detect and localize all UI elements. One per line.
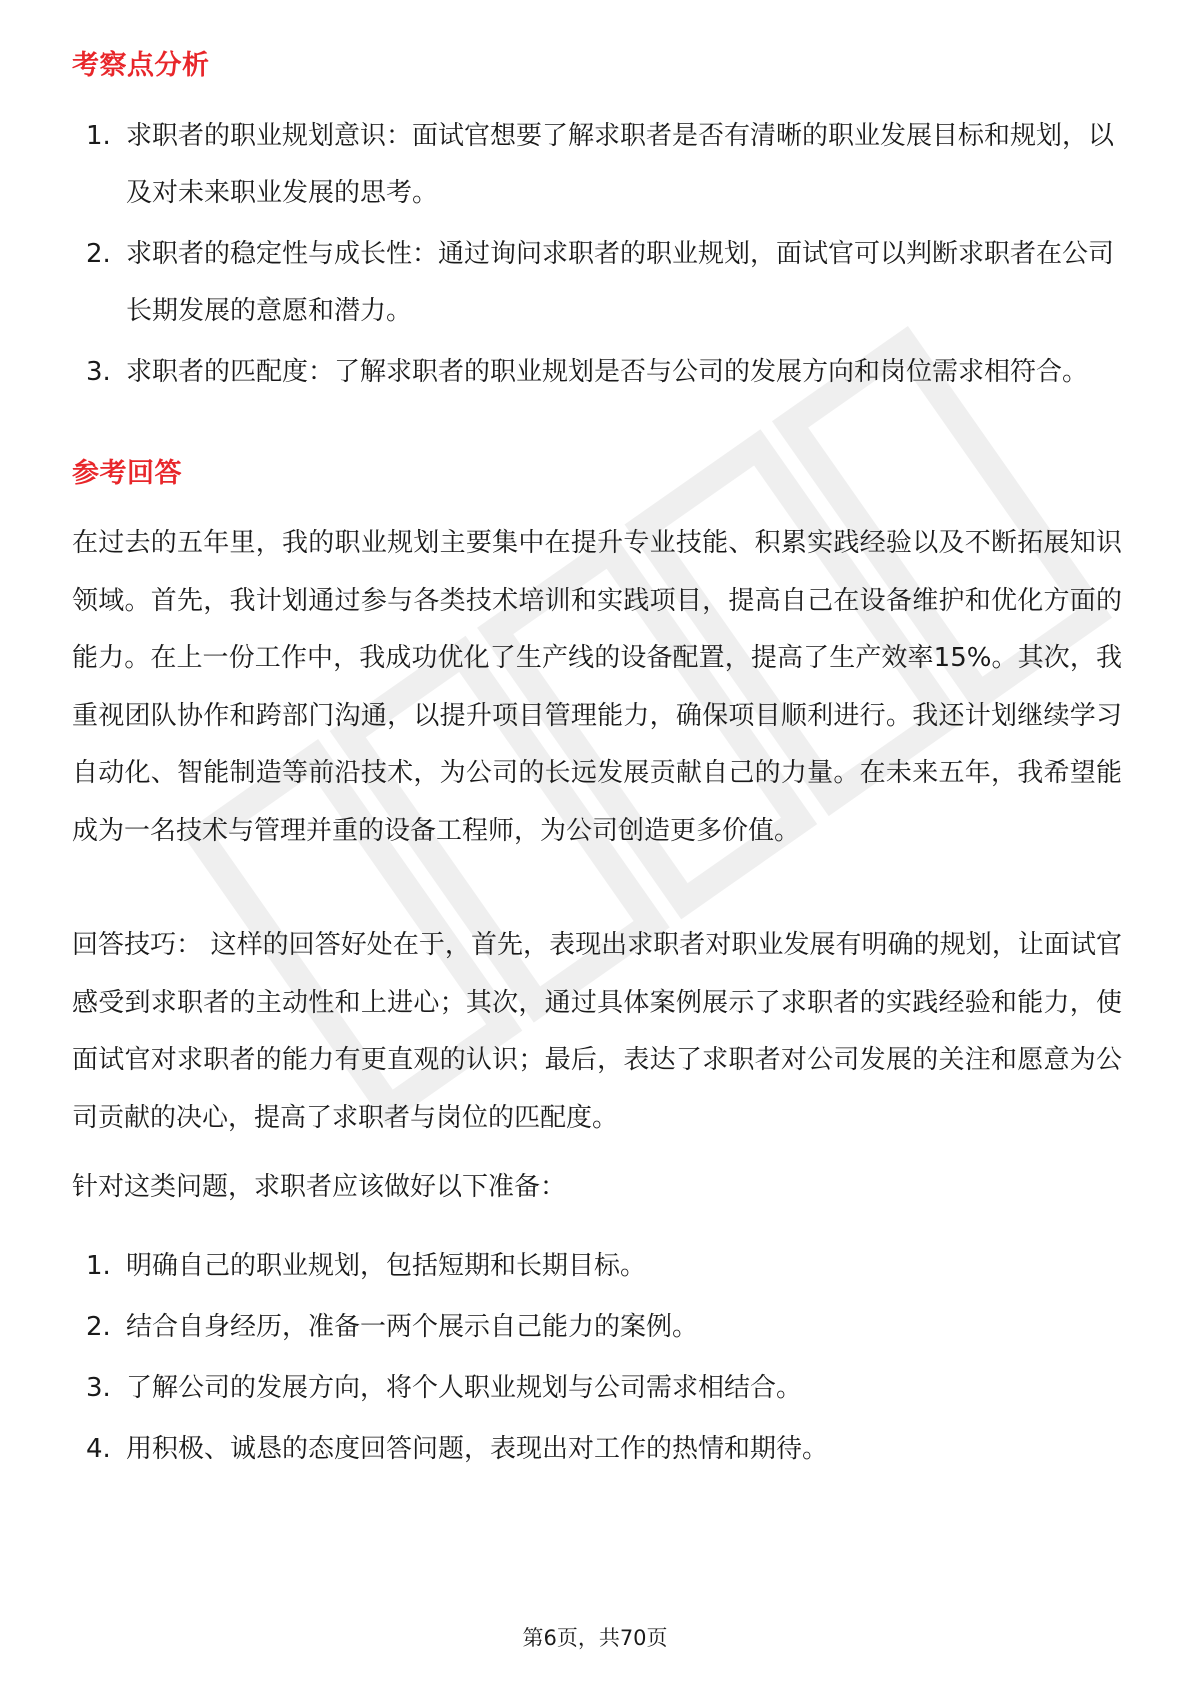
- list-text: 求职者的匹配度：了解求职者的职业规划是否与公司的发展方向和岗位需求相符合。: [126, 357, 1089, 387]
- list-text: 用积极、诚恳的态度回答问题，表现出对工作的热情和期待。: [126, 1434, 829, 1464]
- list-item: [72, 108, 1122, 222]
- list-item: [72, 1238, 1122, 1295]
- list-item: [72, 1360, 1122, 1417]
- prep-intro: 针对这类问题，求职者应该做好以下准备：: [72, 1172, 567, 1202]
- list-number: 2.: [86, 1312, 111, 1342]
- list-number: 3.: [86, 1373, 111, 1403]
- list-number: 2.: [86, 239, 111, 269]
- tips-paragraph: 回答技巧： 这样的回答好处在于，首先，表现出求职者对职业发展有明确的规划，让面试官感受到求职者的主动性和上进心；其次，通过具体案例展示了求职者的实践经验和能力，使面试官对求职者的能力有更直观的认识；最后，表达了求职者对公司发展的关注和愿意为公司贡献的决心，提高了求职者与岗位的匹配度。: [72, 930, 1122, 1133]
- list-item: [72, 226, 1122, 340]
- answer-paragraph: 在过去的五年里，我的职业规划主要集中在提升专业技能、积累实践经验以及不断拓展知识领域。首先，我计划通过参与各类技术培训和实践项目，提高自己在设备维护和优化方面的能力。在上一份工作中，我成功优化了生产线的设备配置，提高了生产效率15%。其次，我重视团队协作和跨部门沟通，以提升项目管理能力，确保项目顺利进行。我还计划继续学习自动化、智能制造等前沿技术，为公司的长远发展贡献自己的力量。在未来五年，我希望能成为一名技术与管理并重的设备工程师，为公司创造更多价值。: [72, 528, 1122, 846]
- list-text: 结合自身经历，准备一两个展示自己能力的案例。: [126, 1312, 699, 1342]
- analysis-list: [72, 108, 1122, 405]
- list-text: 求职者的职业规划意识：面试官想要了解求职者是否有清晰的职业发展目标和规划，以及对未来职业发展的思考。: [126, 121, 1115, 208]
- list-item: [72, 344, 1122, 401]
- list-text: 明确自己的职业规划，包括短期和长期目标。: [126, 1251, 647, 1281]
- list-text: 了解公司的发展方向，将个人职业规划与公司需求相结合。: [126, 1373, 803, 1403]
- answer-title: 参考回答: [72, 458, 182, 489]
- prep-list: [72, 1238, 1122, 1482]
- list-number: 3.: [86, 357, 111, 387]
- list-text: 求职者的稳定性与成长性：通过询问求职者的职业规划，面试官可以判断求职者在公司长期发展的意愿和潜力。: [126, 239, 1115, 326]
- list-number: 1.: [86, 1251, 111, 1281]
- list-item: [72, 1299, 1122, 1356]
- list-item: [72, 1421, 1122, 1478]
- list-number: 1.: [86, 121, 111, 151]
- analysis-title: 考察点分析: [72, 50, 210, 81]
- page-footer: 第6页，共70页: [522, 1626, 668, 1650]
- list-number: 4.: [86, 1434, 111, 1464]
